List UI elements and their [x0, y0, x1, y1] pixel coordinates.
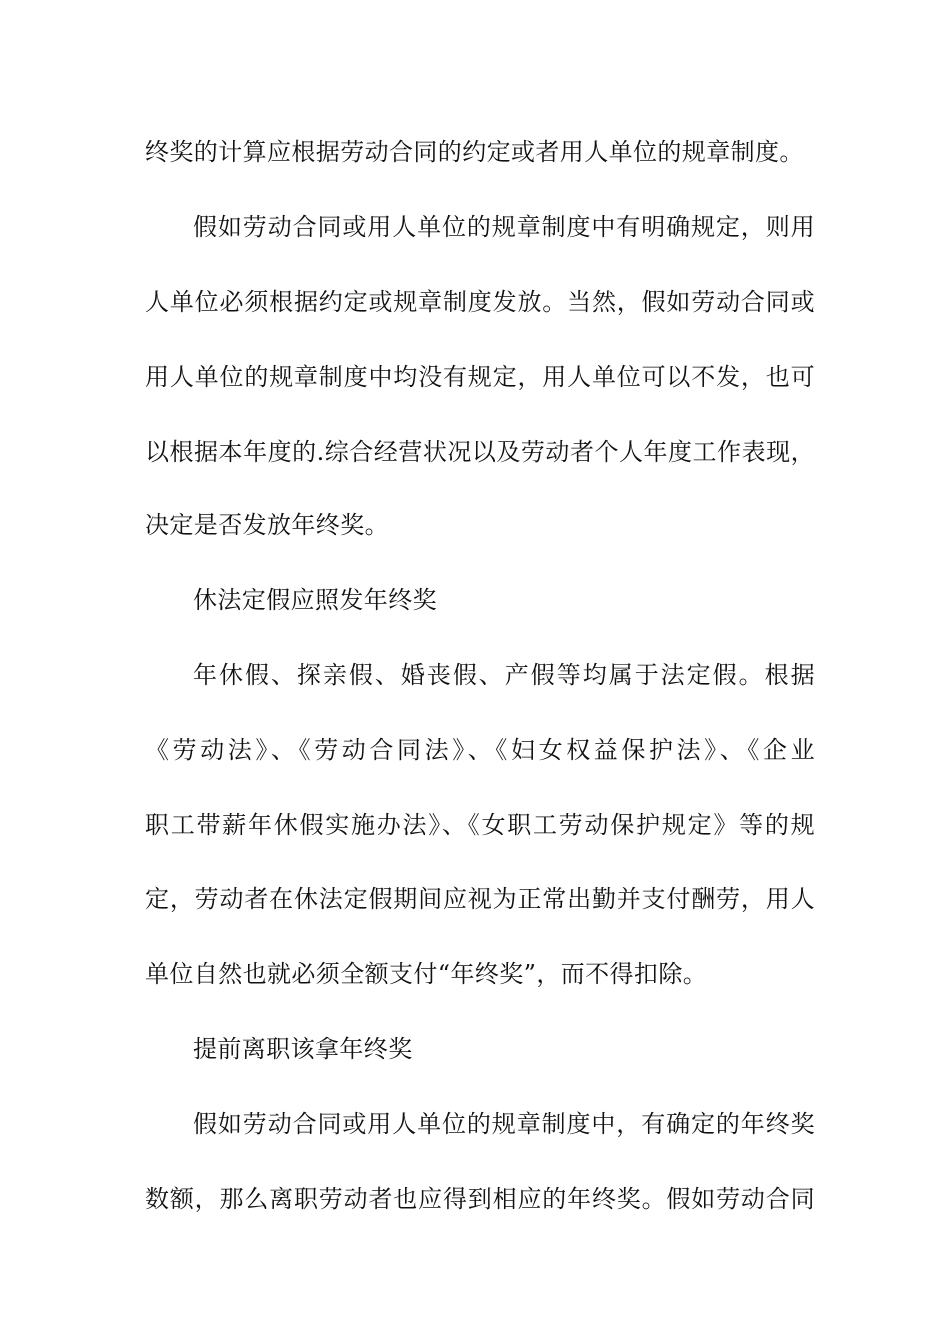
text-line: 终奖的计算应根据劳动合同的约定或者用人单位的规章制度。 — [145, 138, 804, 166]
text-line: 以根据本年度的.综合经营状况以及劳动者个人年度工作表现， — [145, 438, 815, 466]
text-line: 决定是否发放年终奖。 — [145, 511, 389, 539]
text-line: 定，劳动者在休法定假期间应视为正常出勤并支付酬劳，用人 — [145, 885, 815, 913]
paragraph-first-line: 假如劳动合同或用人单位的规章制度中，有确定的年终奖 — [193, 1110, 815, 1138]
section-heading: 休法定假应照发年终奖 — [193, 586, 437, 614]
text-line: 数额，那么离职劳动者也应得到相应的年终奖。假如劳动合同 — [145, 1185, 815, 1213]
text-line: 人单位必须根据约定或规章制度发放。当然，假如劳动合同或 — [145, 288, 815, 316]
text-line: 《劳动法》、《劳动合同法》、《妇女权益保护法》、《企业 — [145, 736, 815, 764]
paragraph-first-line: 年休假、探亲假、婚丧假、产假等均属于法定假。根据 — [193, 661, 815, 689]
text-line: 单位自然也就必须全额支付“年终奖”，而不得扣除。 — [145, 960, 708, 988]
paragraph-first-line: 假如劳动合同或用人单位的规章制度中有明确规定，则用 — [193, 213, 815, 241]
section-heading: 提前离职该拿年终奖 — [193, 1035, 413, 1063]
text-line: 用人单位的规章制度中均没有规定，用人单位可以不发，也可 — [145, 363, 815, 391]
text-line: 职工带薪年休假实施办法》、《女职工劳动保护规定》等的规 — [145, 811, 815, 839]
